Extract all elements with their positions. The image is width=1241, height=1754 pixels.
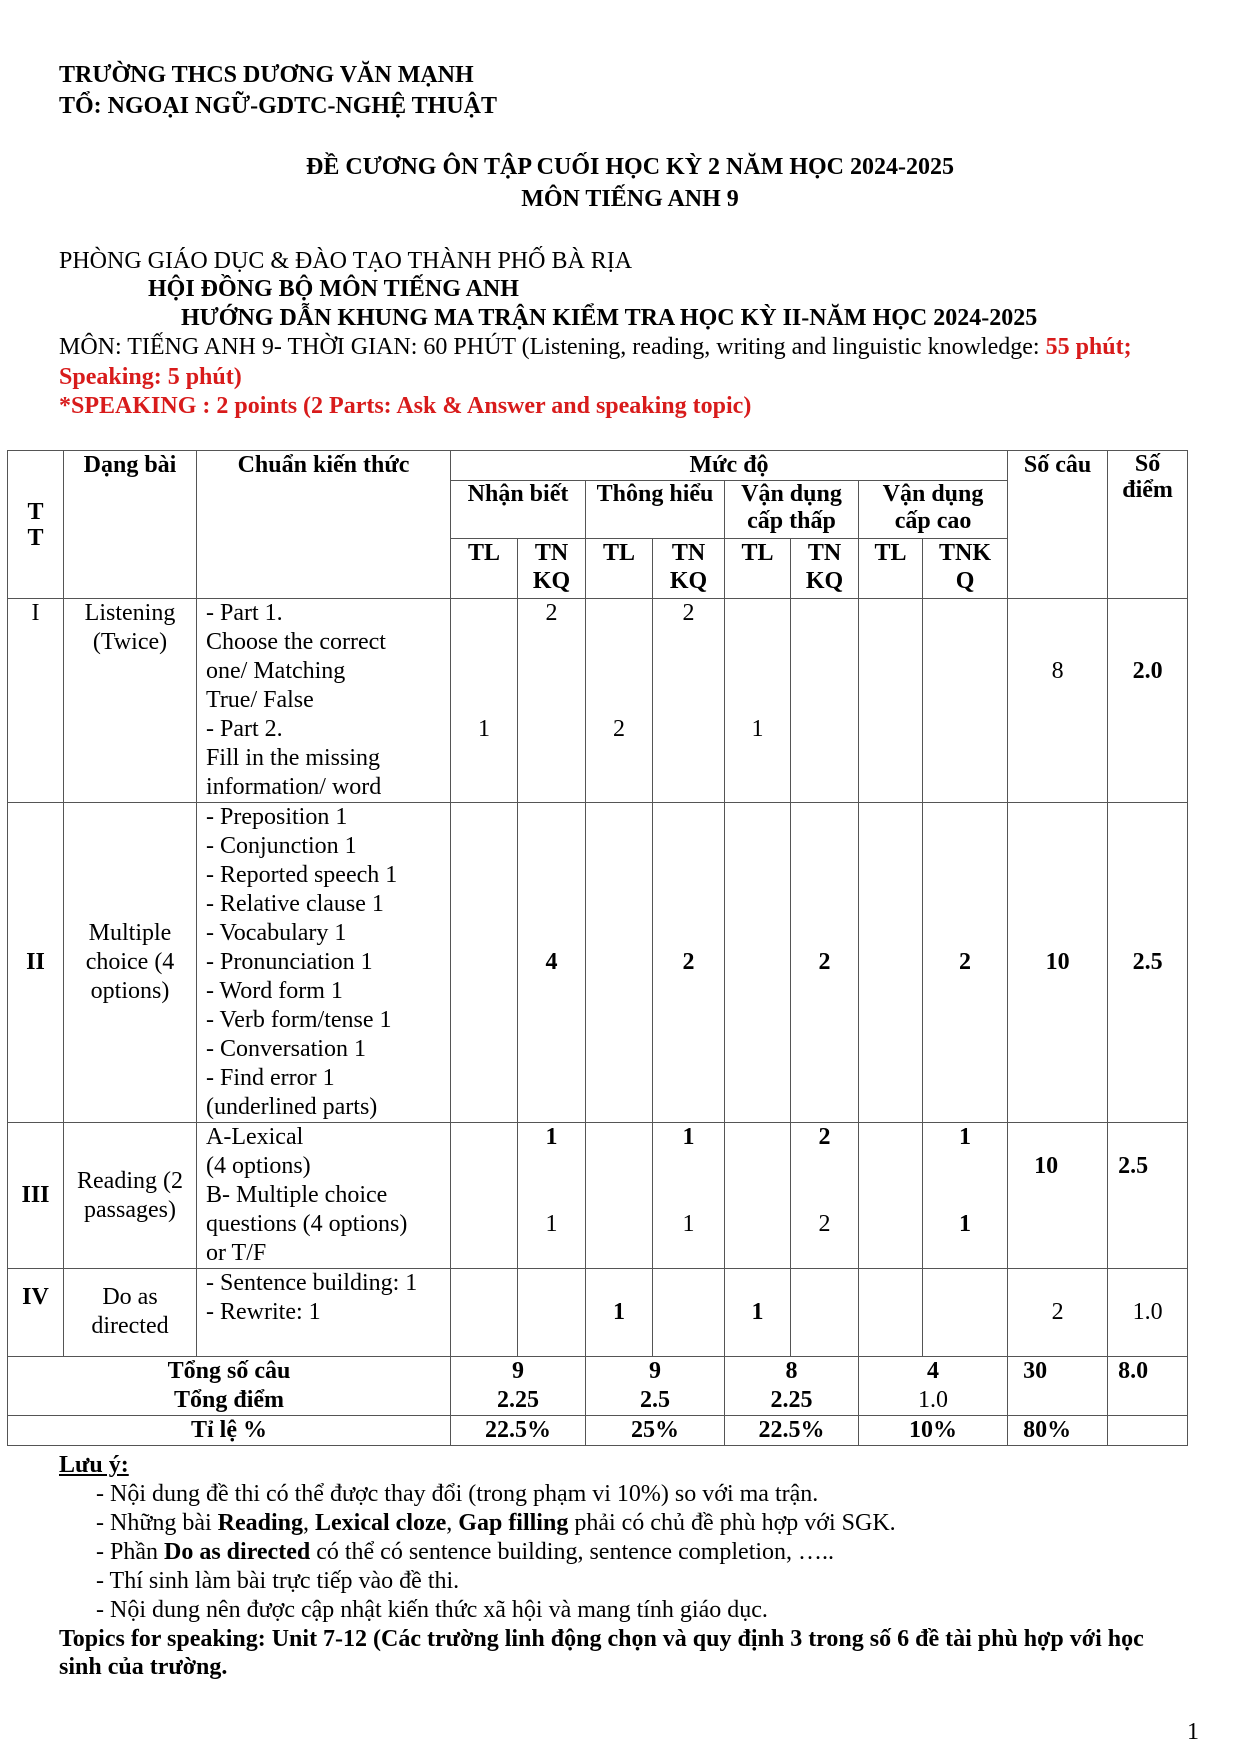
- row-chuan: - Part 1. Choose the correct one/ Matching True/ False - Part 2. Fill in the missing information/ word: [197, 599, 451, 803]
- header-tl: TL: [859, 539, 923, 599]
- cell-vc-tl: [859, 1269, 923, 1357]
- school-name: TRƯỜNG THCS DƯƠNG VĂN MẠNH: [59, 62, 474, 88]
- header-so-diem: Số điểm: [1108, 451, 1188, 599]
- cell-nb-tn: 2: [518, 599, 586, 803]
- totals-so-cau: 30: [1008, 1357, 1108, 1416]
- ratio-vd-thap: 22.5%: [725, 1416, 859, 1446]
- header-tl: TL: [725, 539, 791, 599]
- cell-vc-tn: 2: [923, 803, 1008, 1123]
- speaking-topics: Topics for speaking: Unit 7-12 (Các trường linh động chọn và quy định 3 trong số 6 đề tài phù hợp với học: [59, 1626, 1144, 1652]
- header-dang-bai: Dạng bài: [64, 451, 197, 599]
- page-number: 1: [1187, 1719, 1199, 1745]
- totals-row: [8, 1357, 1188, 1416]
- header-tnkq: TNK Q: [923, 539, 1008, 599]
- cell-th-tn: [653, 1269, 725, 1357]
- header-van-dung-thap: Vận dụng cấp thấp: [725, 481, 859, 539]
- note-item: - Phần Do as directed có thể có sentence building, sentence completion, …..: [96, 1539, 835, 1565]
- cell-nb-tn: [518, 1269, 586, 1357]
- header-tnkq: TN KQ: [518, 539, 586, 599]
- totals-thong-hieu: 9 2.5: [586, 1357, 725, 1416]
- cell-vc-tn: [923, 1269, 1008, 1357]
- cell-vt-tl: 1: [725, 1269, 791, 1357]
- cell-vt-tn: [791, 599, 859, 803]
- header-tnkq: TN KQ: [653, 539, 725, 599]
- row-chuan: A-Lexical (4 options) B- Multiple choice questions (4 options) or T/F: [197, 1123, 451, 1269]
- notes-heading: Lưu ý:: [59, 1452, 129, 1478]
- document-title: ĐỀ CƯƠNG ÔN TẬP CUỐI HỌC KỲ 2 NĂM HỌC 2024-2025: [306, 154, 954, 180]
- office-name: PHÒNG GIÁO DỤC & ĐÀO TẠO THÀNH PHỐ BÀ RỊA: [59, 248, 633, 274]
- cell-vc-tl: [859, 599, 923, 803]
- row-tt: IV: [8, 1269, 64, 1357]
- ratio-vd-cao: 10%: [859, 1416, 1008, 1446]
- department: TỔ: NGOẠI NGỮ-GDTC-NGHỆ THUẬT: [59, 93, 498, 119]
- note-item: - Nội dung đề thi có thể được thay đổi (trong phạm vi 10%) so với ma trận.: [96, 1481, 819, 1507]
- note-item: - Nội dung nên được cập nhật kiến thức xã hội và mang tính giáo dục.: [96, 1597, 768, 1623]
- cell-nb-tl: [451, 1269, 518, 1357]
- cell-so-cau: 2: [1008, 1269, 1108, 1357]
- table-row: [8, 803, 1188, 1123]
- totals-labels: Tổng số câu Tổng điểm: [8, 1357, 451, 1416]
- totals-nhan-biet: 9 2.25: [451, 1357, 586, 1416]
- cell-th-tn: 1 1: [653, 1123, 725, 1269]
- cell-vt-tl: 1: [725, 599, 791, 803]
- speaking-topics-cont: sinh của trường.: [59, 1654, 228, 1680]
- council-name: HỘI ĐỒNG BỘ MÔN TIẾNG ANH: [148, 276, 519, 302]
- cell-vt-tn: 2: [791, 803, 859, 1123]
- subject-text: MÔN: TIẾNG ANH 9- THỜI GIAN: 60 PHÚT (Listening, reading, writing and linguistic knowledge:: [59, 334, 1046, 360]
- row-tt: I: [8, 599, 64, 803]
- header-thong-hieu: Thông hiểu: [586, 481, 725, 539]
- header-tl: TL: [586, 539, 653, 599]
- cell-th-tl: 2: [586, 599, 653, 803]
- cell-vc-tn: 1 1: [923, 1123, 1008, 1269]
- header-tt: T T: [8, 451, 64, 599]
- row-chuan: - Preposition 1 - Conjunction 1 - Reported speech 1 - Relative clause 1 - Vocabulary 1 - Pronunciation 1 - Word form 1 - Verb form/tense 1 - Conversation 1 - Find error 1 (underlined parts): [197, 803, 451, 1123]
- ratio-row: [8, 1416, 1188, 1446]
- table-row: [8, 1269, 1188, 1357]
- cell-so-diem: 2.5: [1108, 803, 1188, 1123]
- subject-time-red: 55 phút;: [1045, 334, 1132, 360]
- matrix-guide-title: HƯỚNG DẪN KHUNG MA TRẬN KIỂM TRA HỌC KỲ II-NĂM HỌC 2024-2025: [181, 305, 1038, 331]
- row-dang-bai: Do as directed: [64, 1269, 197, 1357]
- ratio-label: Tỉ lệ %: [8, 1416, 451, 1446]
- totals-so-diem: 8.0: [1108, 1357, 1188, 1416]
- row-tt: III: [8, 1123, 64, 1269]
- cell-so-diem: 2.5: [1108, 1123, 1188, 1269]
- cell-th-tl: [586, 1123, 653, 1269]
- cell-th-tl: 1: [586, 1269, 653, 1357]
- row-dang-bai: Multiple choice (4 options): [64, 803, 197, 1123]
- cell-so-diem: 2.0: [1108, 599, 1188, 803]
- cell-vt-tl: [725, 803, 791, 1123]
- header-muc-do: Mức độ: [451, 451, 1008, 481]
- cell-th-tl: [586, 803, 653, 1123]
- cell-vt-tn: [791, 1269, 859, 1357]
- cell-vc-tl: [859, 1123, 923, 1269]
- subject-line: [59, 333, 1132, 361]
- row-chuan: - Sentence building: 1 - Rewrite: 1: [197, 1269, 451, 1357]
- note-item: - Thí sinh làm bài trực tiếp vào đề thi.: [96, 1568, 460, 1594]
- cell-nb-tn: 1 1: [518, 1123, 586, 1269]
- header-tl: TL: [451, 539, 518, 599]
- ratio-total: 80%: [1008, 1416, 1108, 1446]
- totals-vd-thap: 8 2.25: [725, 1357, 859, 1416]
- header-tnkq: TN KQ: [791, 539, 859, 599]
- cell-th-tn: 2: [653, 599, 725, 803]
- table-row: [8, 599, 1188, 803]
- speaking-time: Speaking: 5 phút): [59, 364, 242, 390]
- cell-so-cau: 8: [1008, 599, 1108, 803]
- header-nhan-biet: Nhận biết: [451, 481, 586, 539]
- ratio-nhan-biet: 22.5%: [451, 1416, 586, 1446]
- row-dang-bai: Listening (Twice): [64, 599, 197, 803]
- cell-vt-tn: 2 2: [791, 1123, 859, 1269]
- cell-nb-tl: 1: [451, 599, 518, 803]
- row-dang-bai: Reading (2 passages): [64, 1123, 197, 1269]
- cell-nb-tl: [451, 1123, 518, 1269]
- header-chuan-kien-thuc: Chuẩn kiến thức: [197, 451, 451, 599]
- ratio-empty: [1108, 1416, 1188, 1446]
- header-so-cau: Số câu: [1008, 451, 1108, 599]
- header-van-dung-cao: Vận dụng cấp cao: [859, 481, 1008, 539]
- cell-so-cau: 10: [1008, 803, 1108, 1123]
- exam-matrix-table: [7, 450, 1188, 1446]
- cell-nb-tn: 4: [518, 803, 586, 1123]
- cell-vt-tl: [725, 1123, 791, 1269]
- cell-vc-tl: [859, 803, 923, 1123]
- cell-vc-tn: [923, 599, 1008, 803]
- cell-so-diem: 1.0: [1108, 1269, 1188, 1357]
- row-tt: II: [8, 803, 64, 1123]
- cell-so-cau: 10: [1008, 1123, 1108, 1269]
- ratio-thong-hieu: 25%: [586, 1416, 725, 1446]
- totals-vd-cao: 4 1.0: [859, 1357, 1008, 1416]
- note-item: - Những bài Reading, Lexical cloze, Gap filling phải có chủ đề phù hợp với SGK.: [96, 1510, 896, 1536]
- cell-nb-tl: [451, 803, 518, 1123]
- subject-title: MÔN TIẾNG ANH 9: [521, 186, 739, 212]
- speaking-points: *SPEAKING : 2 points (2 Parts: Ask & Answer and speaking topic): [59, 393, 752, 419]
- table-row: [8, 1123, 1188, 1269]
- cell-th-tn: 2: [653, 803, 725, 1123]
